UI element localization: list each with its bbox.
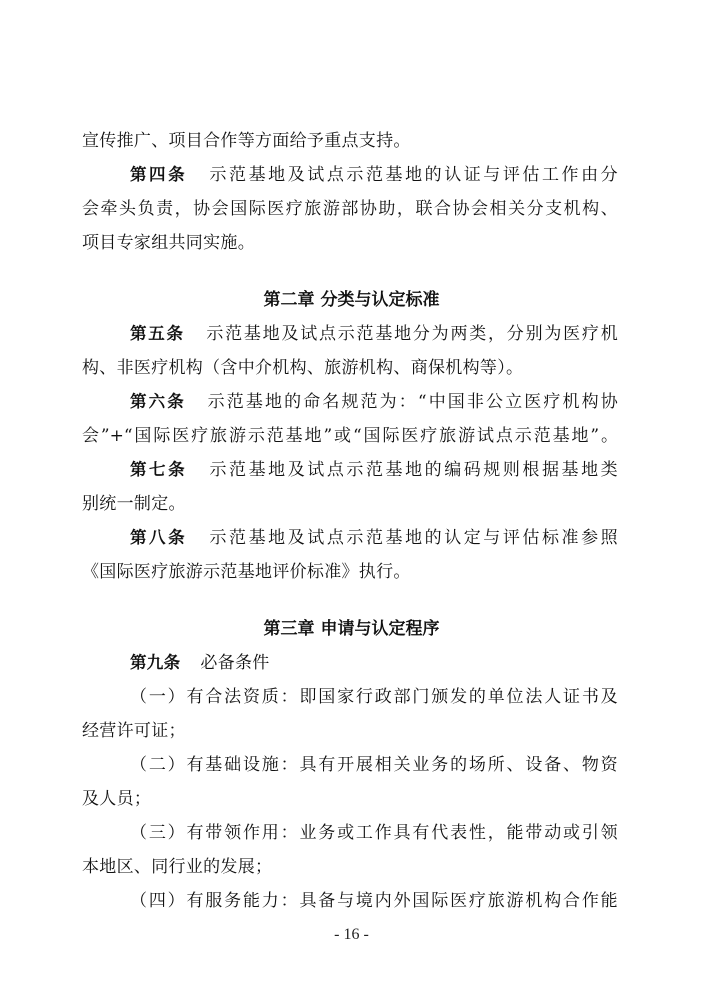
article-8-text-1: 示范基地及试点示范基地的认定与评估标准参照 xyxy=(207,528,618,548)
article-6-line-1 xyxy=(130,389,618,415)
item-3-line-2: 本地区、同行业的发展； xyxy=(82,857,273,877)
article-7-line-1 xyxy=(130,457,618,483)
item-4-line-1: （四）有服务能力：具备与境内外国际医疗旅游机构合作能 xyxy=(130,891,618,911)
chapter-2-heading: 第二章 分类与认定标准 xyxy=(263,290,440,310)
article-9-label: 第九条 xyxy=(130,653,181,672)
continued-paragraph-line: 宣传推广、项目合作等方面给予重点支持。 xyxy=(82,131,411,151)
article-4-label: 第四条 xyxy=(130,165,188,184)
article-6-label: 第六条 xyxy=(130,392,186,411)
article-5-line-1 xyxy=(130,321,618,347)
article-5-line-2: 构、非医疗机构（含中介机构、旅游机构、商保机构等）。 xyxy=(82,358,524,378)
article-7-line-2: 别统一制定。 xyxy=(82,494,186,514)
chapter-3-heading: 第三章 申请与认定程序 xyxy=(263,619,440,639)
article-9-line-1 xyxy=(130,650,618,676)
article-5-text-1: 示范基地及试点示范基地分为两类，分别为医疗机 xyxy=(204,324,618,344)
item-2-line-2: 及人员； xyxy=(82,789,152,809)
article-4-line-1 xyxy=(130,162,618,188)
article-7-text-1: 示范基地及试点示范基地的编码规则根据基地类 xyxy=(207,460,618,480)
article-4-line-3: 项目专家组共同实施。 xyxy=(82,233,255,253)
article-6-text-1: 示范基地的命名规范为：“中国非公立医疗机构协 xyxy=(205,392,618,412)
article-9-text-1: 必备条件 xyxy=(200,653,270,673)
item-2-line-1: （二）有基础设施：具有开展相关业务的场所、设备、物资 xyxy=(130,755,618,775)
article-6-line-2: 会”+“国际医疗旅游示范基地”或“国际医疗旅游试点示范基地”。 xyxy=(82,426,618,446)
article-7-label: 第七条 xyxy=(130,460,188,479)
article-4-text-1: 示范基地及试点示范基地的认证与评估工作由分 xyxy=(207,165,618,185)
item-1-line-1: （一）有合法资质：即国家行政部门颁发的单位法人证书及 xyxy=(130,687,618,707)
page-number: - 16 - xyxy=(334,926,369,943)
article-8-line-2: 《国际医疗旅游示范基地评价标准》执行。 xyxy=(82,562,411,582)
article-5-label: 第五条 xyxy=(130,324,185,343)
article-8-label: 第八条 xyxy=(130,528,188,547)
article-8-line-1 xyxy=(130,525,618,551)
item-1-line-2: 经营许可证； xyxy=(82,721,186,741)
item-3-line-1: （三）有带领作用：业务或工作具有代表性，能带动或引领 xyxy=(130,823,618,843)
article-4-line-2: 会牵头负责，协会国际医疗旅游部协助，联合协会相关分支机构、 xyxy=(82,199,618,219)
